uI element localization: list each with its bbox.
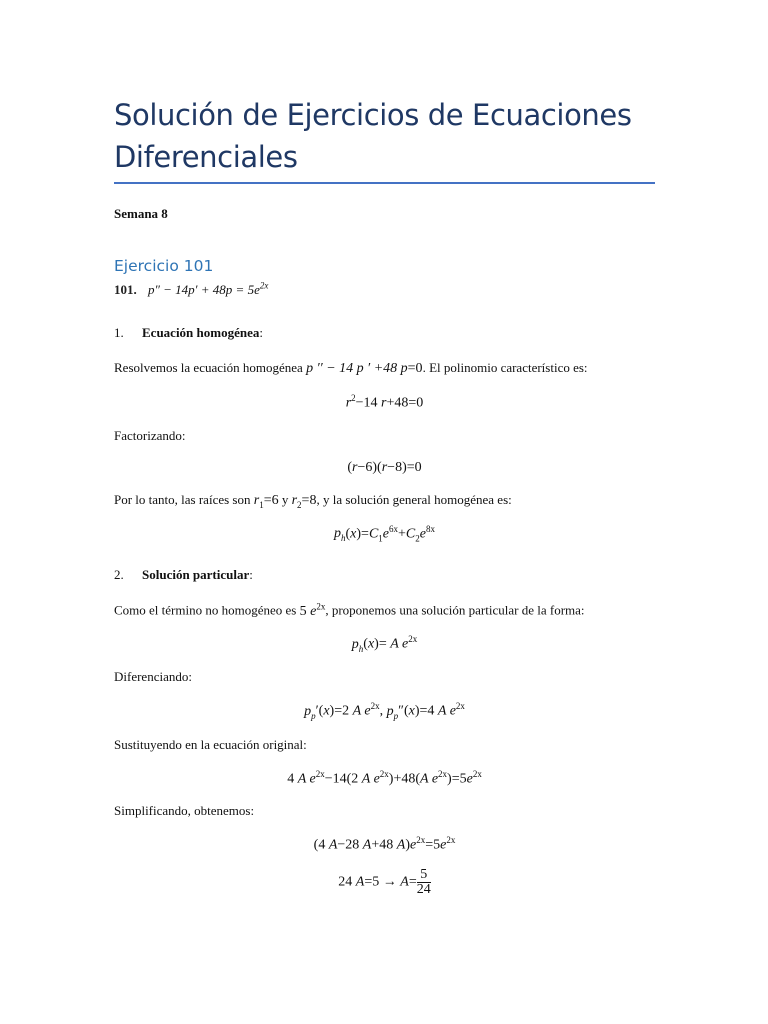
page-title: Solución de Ejercicios de Ecuaciones Diferenciales	[114, 98, 632, 174]
document-page	[114, 94, 655, 897]
problem-statement	[114, 281, 655, 298]
homogeneous-intro: Resolvemos la ecuación homogénea p ′′ − 14 p ′ +48 p=0. El polinomio característico es:	[114, 360, 588, 377]
fraction: $\frac{5}{24}$	[416, 867, 431, 898]
step-2-heading: 2. Solución particular:	[114, 567, 253, 583]
problem-number: 101.	[114, 282, 137, 298]
factored-equation: (r−6)(r−8)=0	[347, 459, 422, 475]
title-underline	[114, 182, 655, 184]
derivatives-equation: $p_p'(x)=2$ A $e^{2x}$, $p_p''(x)=4$ A $e^{2x}$	[304, 701, 465, 721]
week-label: Semana 8	[114, 206, 168, 221]
problem-equation: $p'' - 14p' + 48p = 5e^{2x}$	[148, 281, 269, 298]
particular-intro: Como el término no homogéneo es 5 $e^{2x}$, proponemos una solución particular de la forma:	[114, 601, 585, 619]
exercise-heading: Ejercicio 101	[114, 257, 214, 275]
factorizing-label: Factorizando:	[114, 427, 186, 443]
characteristic-polynomial: $r^2-14$ r+48=0	[345, 393, 424, 411]
simplified-equation: (4 A−28 A+48 $A)e^{2x}=5e^{2x}$	[313, 835, 456, 854]
step-1-label: Ecuación homogénea	[142, 325, 260, 341]
step-1-heading: 1. Ecuación homogénea:	[114, 325, 263, 341]
roots-sentence: Por lo tanto, las raíces son $r_1=6$ y $r_2=8$, y la solución general homogénea es:	[114, 491, 512, 510]
substituted-equation: 4 A $e^{2x}-14(2$ A $e^{2x})+48(A$ $e^{2x})=5e^{2x}$	[287, 768, 482, 787]
simplifying-label: Simplificando, obtenemos:	[114, 803, 255, 819]
particular-form: $p_h(x)= A$ $e^{2x}$	[351, 633, 418, 654]
step-2-label: Solución particular	[142, 567, 250, 583]
substituting-label: Sustituyendo en la ecuación original:	[114, 736, 307, 752]
homogeneous-solution: $p_h(x)=C_1e^{6x}+C_2e^{8x}$	[334, 523, 435, 544]
coefficient-solution: 24 A=5 → A= $\frac{5}{24}$	[338, 867, 431, 898]
differentiating-label: Diferenciando:	[114, 669, 192, 685]
